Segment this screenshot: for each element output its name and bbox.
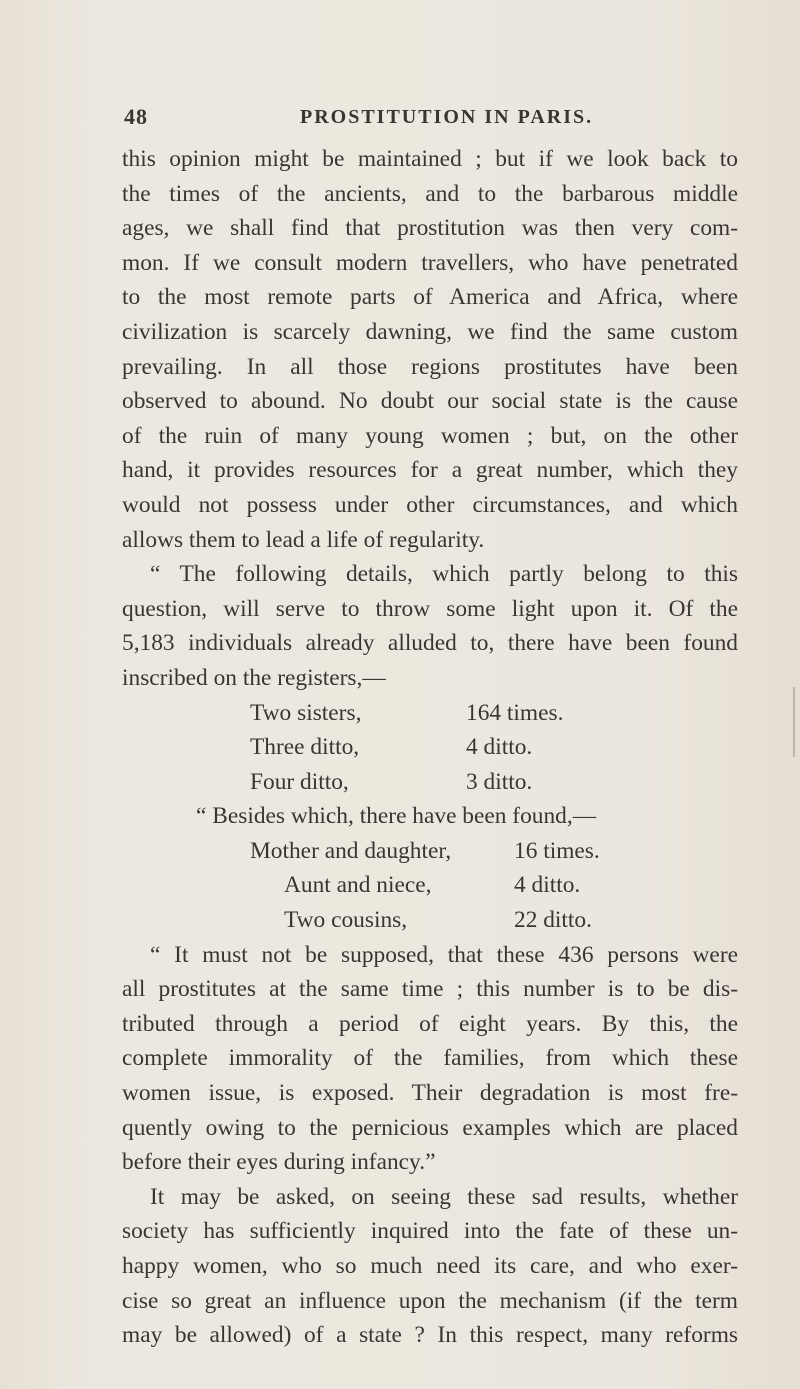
text-line: of the ruin of many young women ; but, on the other — [122, 422, 738, 449]
text-line: “ The following details, which partly belong to this — [150, 561, 738, 588]
text-line: to the most remote parts of America and Africa, where — [122, 284, 738, 311]
text-line: would not possess under other circumstances, and which — [122, 491, 738, 518]
page-number: 48 — [124, 104, 148, 129]
relation-label: Two cousins, — [284, 907, 408, 934]
text-line: question, will serve to throw some light upon it. Of the — [122, 595, 738, 622]
text-line: women issue, is exposed. Their degradation is most fre- — [122, 1080, 738, 1107]
list-item — [122, 868, 738, 903]
text-line: happy women, who so much need its care, and who exer- — [122, 1253, 738, 1279]
relation-count: 3 ditto. — [466, 768, 533, 795]
list-item — [122, 730, 738, 765]
text-line: quently owing to the pernicious examples which are placed — [122, 1114, 738, 1141]
text-line: all prostitutes at the same time ; this number is to be dis- — [122, 976, 738, 1003]
relation-label: Aunt and niece, — [284, 872, 432, 899]
text-line: the times of the ancients, and to the barbarous middle — [122, 180, 738, 207]
page-body — [122, 142, 738, 1353]
relation-list-2 — [122, 834, 738, 938]
list-item — [122, 696, 738, 731]
text-line: “ It must not be supposed, that these 436 persons were — [150, 941, 738, 968]
running-head: PROSTITUTION IN PARIS. — [300, 106, 594, 128]
text-line: tributed through a period of eight years. By this, the — [122, 1010, 738, 1037]
page-fold-mark — [793, 687, 795, 757]
paragraph-2 — [122, 557, 738, 695]
text-line: mon. If we consult modern travellers, who have penetrated — [122, 249, 738, 276]
text-line: this opinion might be maintained ; but if we look back to — [122, 146, 738, 172]
text-line: allows them to lead a life of regularity. — [122, 526, 485, 553]
relation-label: Two sisters, — [250, 699, 362, 726]
text-line: inscribed on the registers,— — [122, 664, 386, 691]
text-line: complete immorality of the families, from which these — [122, 1045, 738, 1072]
list-item — [122, 903, 738, 938]
text-line: prevailing. In all those regions prostitutes have been — [122, 353, 738, 380]
text-line: civilization is scarcely dawning, we find the same custom — [122, 318, 738, 345]
paragraph-1 — [122, 142, 738, 557]
text-line: ages, we shall find that prostitution was then very com- — [122, 215, 738, 242]
relation-label: Mother and daughter, — [250, 837, 452, 864]
relation-count: 164 times. — [466, 699, 564, 726]
paragraph-4 — [122, 1180, 738, 1353]
relation-count: 16 times. — [514, 837, 600, 864]
text-line: before their eyes during infancy.” — [122, 1149, 436, 1176]
relation-label: Four ditto, — [250, 768, 349, 795]
relation-count: 4 ditto. — [514, 872, 581, 899]
text-line: It may be asked, on seeing these sad results, whether — [150, 1183, 738, 1210]
text-line: hand, it provides resources for a great number, which they — [122, 457, 738, 484]
relation-count: 4 ditto. — [466, 734, 533, 761]
relation-list-1 — [122, 696, 738, 800]
paragraph-3 — [122, 938, 738, 1180]
list-item — [122, 765, 738, 800]
list-item — [122, 834, 738, 869]
relation-count: 22 ditto. — [514, 907, 592, 934]
text-line: 5,183 individuals already alluded to, there have been found — [122, 630, 738, 657]
text-line: society has sufficiently inquired into the fate of these un- — [122, 1218, 738, 1245]
text-line: observed to abound. No doubt our social state is the cause — [122, 388, 738, 415]
page-header — [124, 104, 724, 144]
relation-label: Three ditto, — [250, 734, 360, 761]
text-line: “ Besides which, there have been found,— — [196, 803, 597, 830]
text-line: may be allowed) of a state ? In this respect, many reforms — [122, 1322, 738, 1349]
text-line: cise so great an influence upon the mechanism (if the term — [122, 1287, 738, 1314]
